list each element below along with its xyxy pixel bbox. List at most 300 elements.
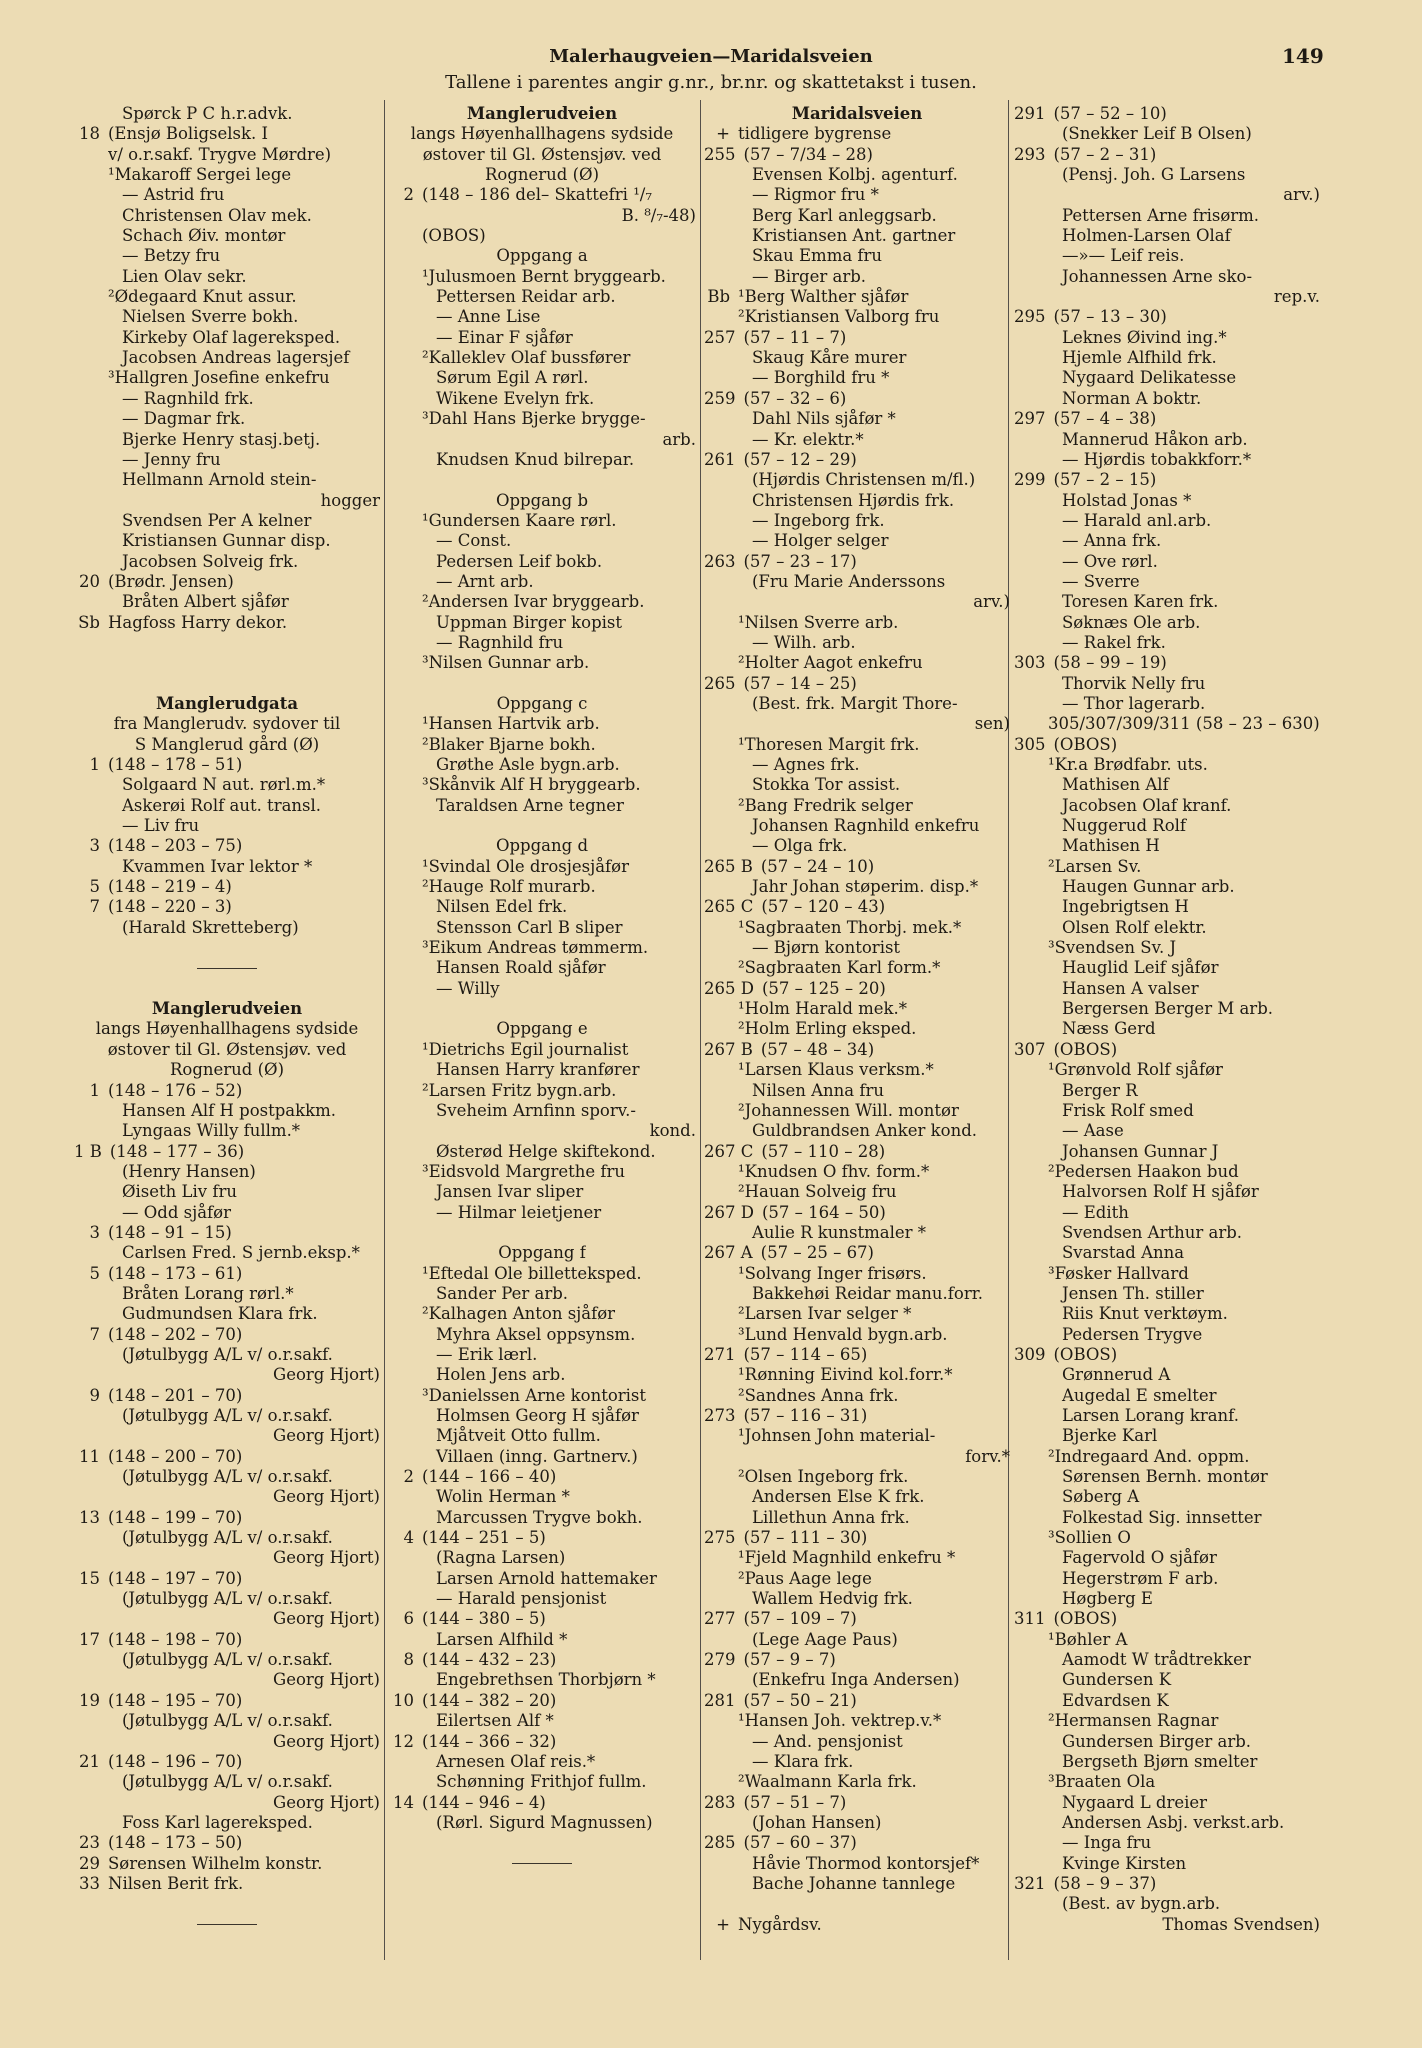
address-entry	[74, 1854, 380, 1874]
house-number	[388, 1569, 422, 1589]
directory-line	[388, 775, 696, 795]
house-number: 309	[1014, 1344, 1046, 1364]
house-number	[388, 1162, 422, 1182]
house-number	[74, 1650, 108, 1670]
address-entry	[704, 287, 1010, 307]
entry-text: (144 – 382 – 20)	[422, 1690, 557, 1710]
house-number	[388, 1325, 422, 1345]
entry-text: ²Pedersen Haakon bud	[1048, 1161, 1239, 1181]
entry-text: Arnesen Olaf reis.*	[436, 1751, 596, 1771]
entry-text: Larsen Arnold hattemaker	[436, 1568, 657, 1588]
house-number: 267 C	[704, 1141, 754, 1161]
house-number: 1	[89, 1080, 100, 1100]
directory-line	[388, 145, 696, 165]
entry-text: (Rørl. Sigurd Magnussen)	[436, 1812, 653, 1832]
house-number: 12	[393, 1731, 414, 1751]
entry-text: (Jøtulbygg A/L v/ o.r.sakf.	[122, 1467, 333, 1487]
directory-line	[74, 1650, 380, 1670]
directory-line	[1014, 613, 1320, 633]
entry-text: ³Svendsen Sv. J	[1048, 938, 1177, 958]
directory-line	[74, 287, 380, 307]
directory-line	[704, 1752, 1010, 1772]
entry-text: (OBOS)	[1053, 1344, 1118, 1364]
house-number	[1014, 1243, 1048, 1263]
directory-line	[704, 1670, 1010, 1690]
house-number	[1014, 1732, 1048, 1752]
house-number	[74, 246, 108, 266]
directory-line	[704, 633, 1010, 653]
directory-line	[704, 1060, 1010, 1080]
address-entry	[704, 145, 1010, 165]
entry-text: Søberg A	[1062, 1487, 1140, 1507]
address-entry	[74, 1223, 380, 1243]
spacer	[74, 633, 380, 653]
entry-text: Sveheim Arnfinn sporv.-	[436, 1100, 636, 1120]
directory-line	[1014, 816, 1320, 836]
house-number	[74, 450, 108, 470]
house-number	[1014, 124, 1048, 144]
entry-text: (148 – 198 – 70)	[108, 1629, 243, 1649]
house-number	[1014, 1019, 1048, 1039]
directory-line	[1014, 1508, 1320, 1528]
entry-text: Bjerke Henry stasj.betj.	[122, 429, 321, 449]
house-number	[1014, 897, 1048, 917]
house-number	[74, 816, 108, 836]
address-entry	[704, 328, 1010, 348]
house-number	[1014, 1365, 1048, 1385]
address-entry	[1014, 1345, 1320, 1365]
entry-text: ¹Makaroff Sergei lege	[108, 165, 292, 185]
house-number	[74, 1406, 108, 1426]
street-name: Manglerudveien	[466, 104, 618, 123]
directory-line	[388, 653, 696, 673]
house-number: 307	[1014, 1039, 1046, 1059]
house-number	[388, 857, 422, 877]
entry-text: (57 – 164 – 50)	[761, 1202, 886, 1222]
entry-text: ²Holter Aagot enkefru	[738, 653, 923, 673]
entry-text: fra Manglerudv. sydover til	[113, 714, 341, 734]
directory-line	[74, 267, 380, 287]
house-number	[388, 714, 422, 734]
house-number	[704, 735, 738, 755]
directory-line	[74, 185, 380, 205]
directory-line	[1014, 1182, 1320, 1202]
directory-line	[1014, 1284, 1320, 1304]
entry-text: Pettersen Reidar arb.	[436, 287, 616, 307]
entry-text: ²Waalmann Karla frk.	[738, 1772, 917, 1792]
directory-line	[704, 470, 1010, 490]
entry-text: Oppgang e	[496, 1019, 588, 1039]
entry-text: — Kr. elektr.*	[752, 429, 864, 449]
entry-text: (57 – 13 – 30)	[1053, 307, 1167, 327]
address-entry	[704, 124, 1010, 144]
entry-text: — Agnes frk.	[752, 755, 860, 774]
house-number	[388, 1142, 422, 1162]
house-number	[704, 653, 738, 673]
house-number	[388, 1040, 422, 1060]
directory-line	[74, 714, 380, 734]
house-number: 19	[79, 1690, 100, 1710]
entry-text: ²Johannessen Will. montør	[738, 1100, 959, 1120]
house-number	[704, 226, 738, 246]
directory-line	[1014, 1081, 1320, 1101]
house-number	[1014, 1162, 1048, 1182]
house-number	[388, 1304, 422, 1324]
house-number	[1014, 857, 1048, 877]
entry-text: (Henry Hansen)	[122, 1161, 256, 1181]
house-number	[388, 267, 422, 287]
directory-line	[704, 572, 1010, 592]
entry-text: Georg Hjort)	[273, 1426, 380, 1446]
entry-text: (Jøtulbygg A/L v/ o.r.sakf.	[122, 1711, 333, 1731]
house-number	[704, 918, 738, 938]
entry-text: — Ragnhild frk.	[122, 388, 254, 408]
address-entry	[704, 674, 1010, 694]
entry-text: Haugen Gunnar arb.	[1062, 877, 1235, 897]
house-number: 17	[79, 1629, 100, 1649]
entry-text: arb.	[662, 429, 696, 449]
address-entry	[704, 857, 1010, 877]
house-number	[1014, 1528, 1048, 1548]
directory-line	[1014, 572, 1320, 592]
entry-text: (148 – 201 – 70)	[108, 1385, 243, 1405]
address-entry	[388, 1793, 696, 1813]
entry-text: Andersen Else K frk.	[752, 1487, 925, 1507]
entry-text: (Snekker Leif B Olsen)	[1062, 124, 1252, 144]
column-divider	[384, 100, 385, 1960]
house-number	[704, 958, 738, 978]
address-entry	[74, 1447, 380, 1467]
directory-line	[388, 714, 696, 734]
directory-line	[388, 1203, 696, 1223]
entry-text: Svendsen Arthur arb.	[1062, 1222, 1243, 1242]
column-4	[1014, 104, 1320, 1935]
entry-text: — Birger arb.	[752, 266, 867, 286]
house-number	[1014, 348, 1048, 368]
house-number	[1014, 1325, 1048, 1345]
directory-line	[1014, 1223, 1320, 1243]
entry-text: ¹Sagbraaten Thorbj. mek.*	[738, 917, 962, 937]
directory-line	[388, 1019, 696, 1039]
directory-line	[1014, 1101, 1320, 1121]
directory-line	[704, 653, 1010, 673]
entry-text: — Ingeborg frk.	[752, 510, 885, 530]
directory-line	[388, 511, 696, 531]
directory-line	[74, 735, 380, 755]
entry-text: Riis Knut verktøym.	[1062, 1304, 1228, 1324]
entry-text: arv.)	[1283, 185, 1320, 205]
entry-text: — Thor lagerarb.	[1062, 693, 1206, 713]
entry-text: Skaug Kåre murer	[752, 348, 907, 368]
house-number	[704, 1121, 738, 1141]
entry-text: (Jøtulbygg A/L v/ o.r.sakf.	[122, 1344, 333, 1364]
address-entry	[1014, 409, 1320, 429]
house-number	[388, 307, 422, 327]
entry-text: Holmen-Larsen Olaf	[1062, 226, 1231, 246]
entry-text: Johansen Gunnar J	[1062, 1141, 1219, 1161]
house-number: 3	[89, 1222, 100, 1242]
house-number	[1014, 1630, 1048, 1650]
directory-line	[1014, 1121, 1320, 1141]
entry-text: Gundersen K	[1062, 1670, 1172, 1690]
house-number: 13	[79, 1507, 100, 1527]
directory-line	[74, 206, 380, 226]
directory-line	[74, 1406, 380, 1426]
directory-line	[388, 368, 696, 388]
address-entry	[704, 1650, 1010, 1670]
entry-text: (144 – 366 – 32)	[422, 1731, 557, 1751]
address-entry	[704, 1243, 1010, 1263]
entry-text: — Hilmar leietjener	[436, 1202, 602, 1222]
directory-line	[1014, 1915, 1320, 1935]
entry-text: — Dagmar frk.	[122, 409, 246, 429]
house-number: 267 A	[704, 1243, 753, 1263]
directory-line	[704, 1732, 1010, 1752]
directory-line	[388, 1264, 696, 1284]
entry-text: (144 – 166 – 40)	[422, 1467, 557, 1487]
directory-line	[388, 1101, 696, 1121]
directory-line	[704, 307, 1010, 327]
entry-text: Hansen Alf H postpakkm.	[122, 1100, 337, 1120]
directory-line	[1014, 450, 1320, 470]
house-number	[704, 1752, 738, 1772]
directory-line	[704, 836, 1010, 856]
directory-line	[1014, 1894, 1320, 1914]
house-number	[704, 307, 738, 327]
entry-text: Eilertsen Alf *	[436, 1711, 554, 1731]
entry-text: Bråten Albert sjåfør	[122, 592, 289, 612]
directory-line	[1014, 287, 1320, 307]
entry-text: Leknes Øivind ing.*	[1062, 327, 1227, 347]
directory-line	[74, 348, 380, 368]
house-number	[388, 633, 422, 653]
entry-text: Nuggerud Rolf	[1062, 816, 1187, 836]
entry-text: ¹Grønvold Rolf sjåfør	[1048, 1060, 1223, 1080]
entry-text: — Betzy fru	[122, 246, 221, 266]
entry-text: (Pensj. Joh. G Larsens	[1062, 165, 1246, 185]
entry-text: (148 – 173 – 50)	[108, 1833, 243, 1853]
entry-text: ³Skånvik Alf H bryggearb.	[422, 775, 641, 795]
entry-text: ¹Julusmoen Bernt bryggearb.	[422, 266, 666, 286]
directory-line	[388, 918, 696, 938]
address-entry	[704, 1406, 1010, 1426]
directory-line	[74, 1345, 380, 1365]
entry-text: langs Høyenhallhagens sydside	[410, 124, 674, 144]
street-name: Maridalsveien	[791, 104, 923, 123]
entry-text: Aamodt W trådtrekker	[1062, 1650, 1251, 1670]
directory-line	[388, 328, 696, 348]
entry-text: (57 – 111 – 30)	[743, 1528, 868, 1548]
entry-text: østover til Gl. Østensjøv. ved	[422, 144, 662, 164]
house-number: 279	[704, 1650, 736, 1670]
entry-text: Sørum Egil A rørl.	[436, 368, 589, 388]
directory-line	[74, 470, 380, 490]
entry-text: (57 – 125 – 20)	[761, 978, 886, 998]
directory-line	[704, 796, 1010, 816]
entry-text: Nilsen Edel frk.	[436, 897, 568, 917]
house-number	[74, 796, 108, 816]
house-number	[74, 552, 108, 572]
entry-text: Georg Hjort)	[273, 1731, 380, 1751]
directory-line	[388, 979, 696, 999]
address-entry	[704, 1915, 1010, 1935]
directory-line	[1014, 714, 1320, 734]
directory-line	[1014, 897, 1320, 917]
entry-text: Sander Per arb.	[436, 1283, 569, 1303]
directory-line	[1014, 1467, 1320, 1487]
directory-line	[704, 1325, 1010, 1345]
house-number	[74, 368, 108, 388]
address-entry	[704, 1609, 1010, 1629]
directory-line	[388, 755, 696, 775]
house-number	[1014, 918, 1048, 938]
entry-text: Bjerke Karl	[1062, 1426, 1158, 1446]
directory-line	[74, 307, 380, 327]
directory-line	[388, 267, 696, 287]
directory-line	[74, 1284, 380, 1304]
entry-text: ²Larsen Fritz bygn.arb.	[422, 1080, 617, 1100]
house-number	[388, 735, 422, 755]
house-number	[74, 1589, 108, 1609]
directory-line	[704, 1589, 1010, 1609]
directory-line	[1014, 796, 1320, 816]
house-number	[388, 1406, 422, 1426]
directory-line	[388, 735, 696, 755]
directory-line	[704, 206, 1010, 226]
entry-text: — Harald pensjonist	[436, 1589, 607, 1609]
entry-text: (148 – 199 – 70)	[108, 1507, 243, 1527]
house-number	[388, 1589, 422, 1609]
directory-line	[704, 816, 1010, 836]
house-number	[388, 653, 422, 673]
directory-line	[1014, 938, 1320, 958]
entry-text: Thomas Svendsen)	[1162, 1914, 1320, 1934]
house-number	[704, 1813, 738, 1833]
entry-text: (57 – 9 – 7)	[743, 1650, 836, 1670]
address-entry	[388, 1732, 696, 1752]
entry-text: Mathisen Alf	[1062, 775, 1169, 795]
directory-line	[1014, 1386, 1320, 1406]
house-number	[388, 226, 422, 246]
house-number	[388, 328, 422, 348]
house-number: 305	[1014, 734, 1046, 754]
directory-line	[704, 714, 1010, 734]
entry-text: ²Indregaard And. oppm.	[1048, 1446, 1250, 1466]
entry-text: Øiseth Liv fru	[122, 1182, 237, 1202]
house-number: 6	[403, 1609, 414, 1629]
directory-line	[74, 511, 380, 531]
section-rule	[74, 1915, 380, 1935]
entry-text: — Anne Lise	[436, 307, 541, 327]
directory-line	[1014, 511, 1320, 531]
directory-line	[74, 1548, 380, 1568]
entry-text: (57 – 2 – 15)	[1053, 470, 1157, 490]
address-entry	[1014, 104, 1320, 124]
entry-text: Norman A boktr.	[1062, 388, 1202, 408]
directory-line	[388, 1569, 696, 1589]
directory-line	[74, 918, 380, 938]
directory-line	[388, 1284, 696, 1304]
entry-text: Skau Emma fru	[752, 246, 883, 266]
house-number	[1014, 836, 1048, 856]
house-number: 277	[704, 1609, 736, 1629]
entry-text: Stokka Tor assist.	[752, 775, 901, 795]
entry-text: Sørensen Bernh. montør	[1062, 1467, 1268, 1487]
entry-text: Østerød Helge skiftekond.	[436, 1141, 656, 1161]
entry-text: Dahl Nils sjåfør *	[752, 409, 896, 429]
house-number	[704, 613, 738, 633]
directory-line	[704, 409, 1010, 429]
directory-line	[388, 226, 696, 246]
address-entry	[1014, 1874, 1320, 1894]
directory-line	[1014, 1548, 1320, 1568]
directory-line	[74, 104, 380, 124]
entry-text: (57 – 110 – 28)	[761, 1141, 886, 1161]
address-entry	[388, 185, 696, 205]
house-number	[388, 755, 422, 775]
address-entry	[704, 1833, 1010, 1853]
entry-text: (57 – 14 – 25)	[743, 673, 857, 693]
address-entry	[388, 1691, 696, 1711]
house-number	[704, 1426, 738, 1446]
entry-text: Oppgang d	[495, 836, 589, 856]
entry-text: ¹Svindal Ole drosjesjåfør	[422, 856, 629, 876]
directory-line	[74, 775, 380, 795]
house-number: 33	[79, 1873, 100, 1893]
entry-text: Kirkeby Olaf lagereksped.	[122, 327, 341, 347]
directory-line	[704, 1101, 1010, 1121]
directory-line	[388, 246, 696, 266]
house-number: 11	[79, 1446, 100, 1466]
house-number	[1014, 714, 1048, 734]
directory-line	[388, 552, 696, 572]
entry-text: (57 – 2 – 31)	[1053, 144, 1157, 164]
directory-line	[74, 1528, 380, 1548]
entry-text: Fagervold O sjåfør	[1062, 1548, 1217, 1568]
directory-line	[388, 1162, 696, 1182]
page-title: Malerhaugveien—Maridalsveien	[549, 46, 873, 67]
entry-text: Frisk Rolf smed	[1062, 1100, 1194, 1120]
directory-line	[74, 816, 380, 836]
street-name: Manglerudgata	[155, 693, 299, 713]
directory-line	[74, 145, 380, 165]
house-number	[1014, 1772, 1048, 1792]
house-number	[388, 1345, 422, 1365]
house-number: 265 B	[704, 856, 753, 876]
house-number: 321	[1014, 1873, 1046, 1893]
house-number	[388, 1487, 422, 1507]
directory-line	[388, 633, 696, 653]
directory-line	[704, 613, 1010, 633]
entry-text: Georg Hjort)	[273, 1792, 380, 1812]
spacer	[388, 1833, 696, 1853]
directory-line	[1014, 674, 1320, 694]
address-entry	[1014, 653, 1320, 673]
house-number	[1014, 511, 1048, 531]
house-number	[1014, 165, 1048, 185]
house-number: 265 C	[704, 897, 754, 917]
house-number: 7	[89, 897, 100, 917]
entry-text: Lien Olav sekr.	[122, 266, 247, 286]
house-number	[704, 430, 738, 450]
entry-text: Schach Øiv. montør	[122, 226, 286, 246]
entry-text: Nygårdsv.	[738, 1914, 822, 1934]
house-number	[388, 1365, 422, 1385]
address-entry	[74, 124, 380, 144]
directory-line	[74, 1487, 380, 1507]
directory-line	[1014, 1304, 1320, 1324]
entry-text: Bergseth Bjørn smelter	[1062, 1751, 1258, 1771]
